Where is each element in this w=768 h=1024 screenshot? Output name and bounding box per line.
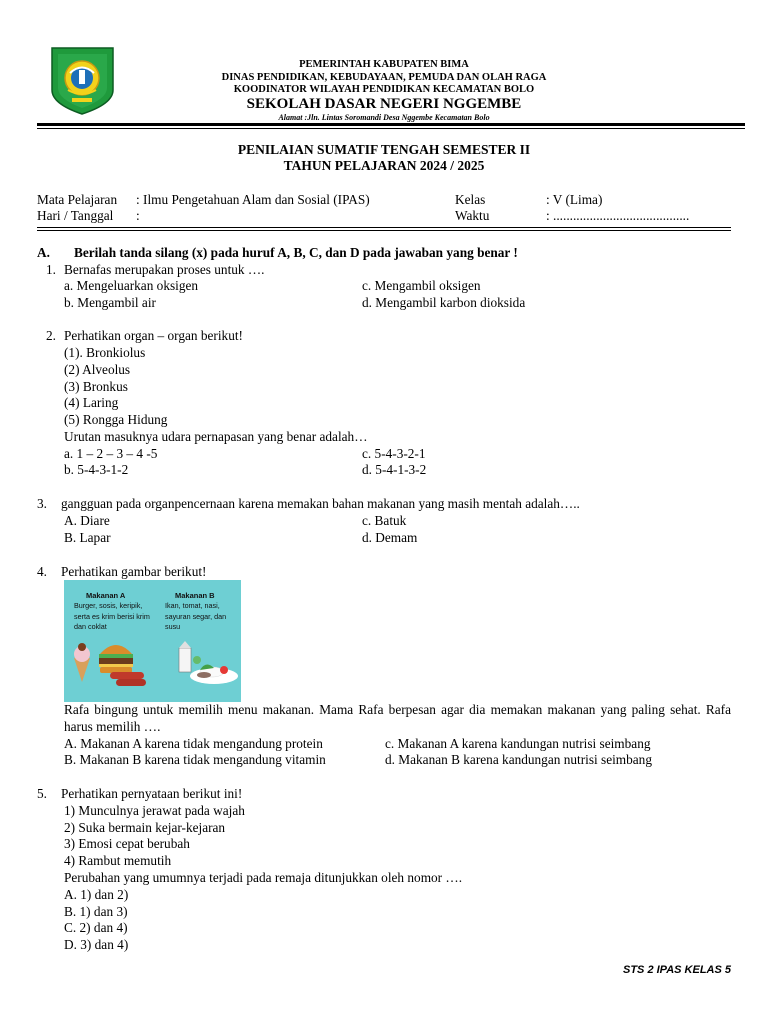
q2-text: Perhatikan organ – organ berikut!	[64, 328, 243, 343]
q1-number: 1.	[46, 262, 56, 277]
q2-item: (2) Alveolus	[64, 362, 131, 377]
dept-line: DINAS PENDIDIKAN, KEBUDAYAAN, PEMUDA DAN OLAH RAGA	[221, 72, 547, 83]
q4-text: Perhatikan gambar berikut!	[61, 564, 207, 579]
class-label: Kelas	[455, 192, 486, 207]
q5-option: C. 2) dan 4)	[64, 920, 128, 935]
q3-text: gangguan pada organpencernaan karena memakan bahan makanan yang masih mentah adalah…..	[61, 496, 580, 511]
q3-option-c: c. Batuk	[362, 513, 407, 528]
q5-number: 5.	[37, 786, 47, 801]
q5-option: D. 3) dan 4)	[64, 937, 129, 952]
school-name: SEKOLAH DASAR NEGERI NGGEMBE	[246, 96, 522, 112]
section-instruction: Berilah tanda silang (x) pada huruf A, B, C, dan D pada jawaban yang benar !	[74, 245, 518, 260]
info-divider-thin	[37, 230, 731, 231]
subject-label: Mata Pelajaran	[37, 192, 118, 207]
info-divider	[37, 227, 731, 228]
q4-option-b: B. Makanan B karena tidak mengandung vitamin	[64, 752, 326, 767]
q3-option-d: d. Demam	[362, 530, 418, 545]
q1-option-d: d. Mengambil karbon dioksida	[362, 295, 526, 310]
food-b-desc: Ikan, tomat, nasi, sayuran segar, dan susu	[165, 601, 227, 631]
day-label: Hari / Tanggal	[37, 208, 114, 223]
q2-question: Urutan masuknya udara pernapasan yang benar adalah…	[64, 429, 368, 444]
q4-option-c: c. Makanan A karena kandungan nutrisi seimbang	[385, 736, 651, 751]
subject-value: : Ilmu Pengetahuan Alam dan Sosial (IPAS)	[136, 192, 370, 207]
q5-item: 2) Suka bermain kejar-kejaran	[64, 820, 226, 835]
coordinator-line: KOODINATOR WILAYAH PENDIDIKAN KECAMATAN BOLO	[233, 84, 535, 95]
q2-item: (3) Bronkus	[64, 379, 128, 394]
q5-option: B. 1) dan 3)	[64, 904, 128, 919]
q2-option-c: c. 5-4-3-2-1	[362, 446, 426, 461]
q2-item: (1). Bronkiolus	[64, 345, 146, 360]
q5-text: Perhatikan pernyataan berikut ini!	[61, 786, 243, 801]
q2-item: (5) Rongga Hidung	[64, 412, 168, 427]
q2-option-b: b. 5-4-3-1-2	[64, 462, 129, 477]
time-value: : .........................................	[546, 208, 690, 223]
q4-option-a: A. Makanan A karena tidak mengandung protein	[64, 736, 323, 751]
q5-item: 4) Rambut memutih	[64, 853, 172, 868]
q1-option-a: a. Mengeluarkan oksigen	[64, 278, 199, 293]
class-value: : V (Lima)	[546, 192, 603, 207]
school-address: Alamat :Jln. Lintas Soromandi Desa Nggembe Kecamatan Bolo	[278, 113, 490, 122]
q5-question: Perubahan yang umumnya terjadi pada remaja ditunjukkan oleh nomor ….	[64, 870, 463, 885]
q2-number: 2.	[46, 328, 56, 343]
section-letter: A.	[37, 245, 50, 260]
q2-option-a: a. 1 – 2 – 3 – 4 -5	[64, 446, 158, 461]
time-label: Waktu	[455, 208, 490, 223]
q1-option-c: c. Mengambil oksigen	[362, 278, 481, 293]
q4-paragraph: Rafa bingung untuk memilih menu makanan. Mama Rafa berpesan agar dia memakan makanan yang paling sehat. Rafa harus memilih ….	[64, 702, 731, 734]
q1-option-b: b. Mengambil air	[64, 295, 156, 310]
exam-title: PENILAIAN SUMATIF TENGAH SEMESTER II	[237, 142, 531, 157]
gov-line: PEMERINTAH KABUPATEN BIMA	[299, 59, 469, 70]
food-a-desc: Burger, sosis, keripik, serta es krim berisi krim dan coklat	[74, 601, 150, 631]
q5-item: 3) Emosi cepat berubah	[64, 836, 190, 851]
q1-text: Bernafas merupakan proses untuk ….	[64, 262, 265, 277]
q5-option: A. 1) dan 2)	[64, 887, 129, 902]
q3-option-a: A. Diare	[64, 513, 110, 528]
food-a-title: Makanan A	[86, 591, 126, 600]
q4-number: 4.	[37, 564, 47, 579]
q5-item: 1) Munculnya jerawat pada wajah	[64, 803, 245, 818]
q2-item: (4) Laring	[64, 395, 119, 410]
food-b-title: Makanan B	[175, 591, 215, 600]
food-illustration	[64, 580, 241, 702]
q4-option-d: d. Makanan B karena kandungan nutrisi seimbang	[385, 752, 652, 767]
day-value: :	[136, 208, 140, 223]
q2-option-d: d. 5-4-1-3-2	[362, 462, 427, 477]
food-comparison-image	[64, 580, 241, 702]
page-footer: STS 2 IPAS KELAS 5	[623, 964, 731, 976]
q3-number: 3.	[37, 496, 47, 511]
academic-year: TAHUN PELAJARAN 2024 / 2025	[283, 158, 485, 173]
header-divider	[37, 123, 745, 126]
header-divider-thin	[37, 128, 745, 129]
q3-option-b: B. Lapar	[64, 530, 111, 545]
